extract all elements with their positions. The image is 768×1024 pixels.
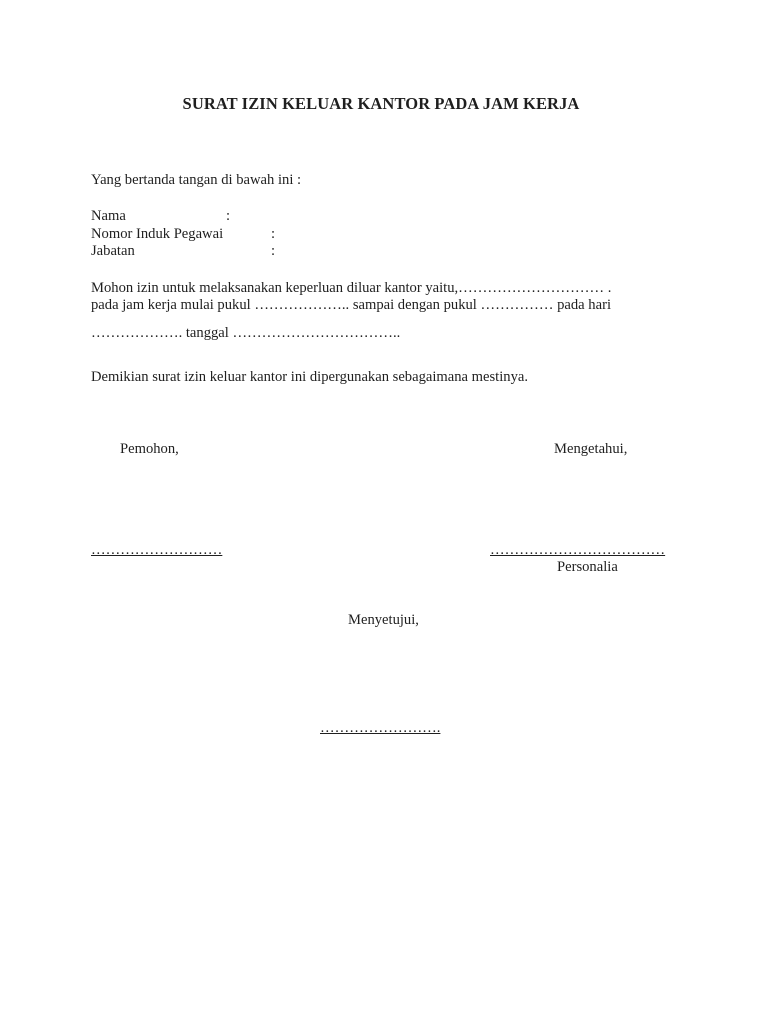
field-colon-nip: : — [271, 226, 276, 242]
body-line-1: Mohon izin untuk melaksanakan keperluan diluar kantor yaitu,………………………… . — [91, 280, 612, 296]
acknowledge-signature-line: ……………………………… — [490, 542, 666, 558]
field-label-nip: Nomor Induk Pegawai — [91, 226, 224, 242]
field-colon-nama: : — [226, 208, 231, 224]
document-title: SURAT IZIN KELUAR KANTOR PADA JAM KERJA — [182, 94, 580, 113]
acknowledge-label: Mengetahui, — [554, 441, 628, 457]
intro-text: Yang bertanda tangan di bawah ini : — [91, 172, 302, 188]
field-label-nama: Nama — [91, 208, 126, 224]
closing-text: Demikian surat izin keluar kantor ini dipergunakan sebagaimana mestinya. — [91, 369, 529, 385]
field-colon-jabatan: : — [271, 243, 276, 259]
approve-signature-line: ……………………. — [320, 720, 441, 736]
applicant-signature-line: ……………………… — [91, 542, 223, 558]
applicant-label: Pemohon, — [120, 441, 179, 457]
acknowledge-role: Personalia — [557, 559, 618, 575]
approve-label: Menyetujui, — [348, 612, 419, 628]
field-label-jabatan: Jabatan — [91, 243, 135, 259]
body-line-3: ………………. tanggal …………………………….. — [91, 325, 401, 341]
body-line-2: pada jam kerja mulai pukul ……………….. sampai dengan pukul …………… pada hari — [91, 297, 611, 313]
